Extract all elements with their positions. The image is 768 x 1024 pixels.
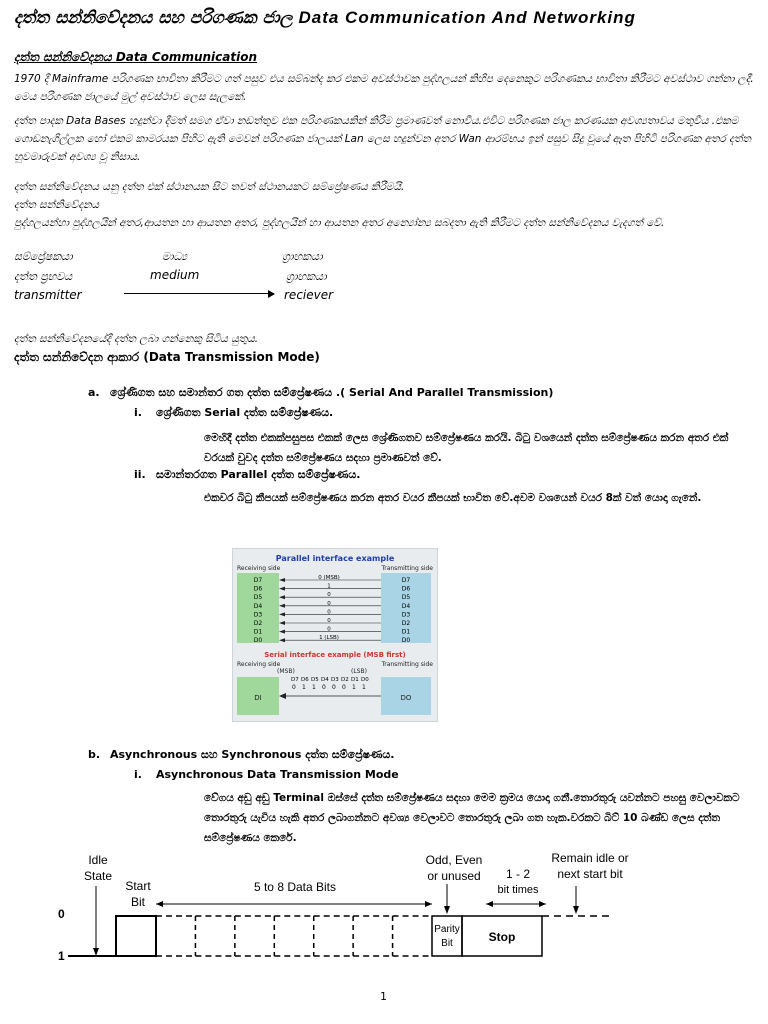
communication-flow-diagram: [14, 250, 374, 310]
parallel-tx-bit: D1: [401, 628, 411, 636]
serial-bit-value: 1: [352, 684, 356, 691]
remain-note-line1: Remain idle or: [551, 851, 629, 865]
serial-bit-name: D5: [311, 677, 319, 683]
data-bit-slots: [156, 916, 432, 956]
flow-receiver-si: ග්‍රාහකයා: [282, 250, 323, 263]
parallel-bit-value: 0: [327, 592, 331, 599]
serial-bit-value: 0: [292, 684, 296, 691]
serial-bit-name: D3: [331, 677, 339, 683]
flow-receiver-en: reciever: [284, 288, 334, 302]
parity-bit-box: [432, 916, 462, 956]
parallel-tx-bit: D2: [401, 620, 411, 627]
serial-receiving-label: Receiving side: [237, 661, 281, 668]
flow-transmitter-en: transmitter: [14, 288, 82, 302]
data-span-left-arrowhead: [156, 901, 163, 907]
flow-medium-en: medium: [150, 268, 200, 282]
serial-bit-name: D0: [361, 677, 369, 683]
data-span-right-arrowhead: [425, 901, 432, 907]
title-english: Data Communication And Networking: [298, 8, 636, 27]
parallel-wire-arrowhead: [279, 604, 285, 608]
serial-bit-name: D2: [341, 677, 349, 683]
parity-note-line1: Odd, Even: [425, 853, 483, 867]
parallel-wire-arrowhead: [279, 638, 285, 642]
transmission-mode-heading: දත්ත සන්නිවේදන ආකාර (Data Transmission Mode): [14, 350, 320, 364]
parallel-receiving-label: Receiving side: [237, 565, 281, 572]
flow-source-si: දත්ත ප්‍රභවය: [14, 270, 73, 283]
parallel-tx-bit: D4: [401, 602, 411, 610]
section-heading-en: Data Communication: [115, 50, 257, 64]
parallel-rx-bit: D6: [253, 585, 263, 593]
parallel-wire-arrowhead: [279, 612, 285, 616]
item-a-heading: ශ්‍රේණිගත සහ සමාන්තර ගත දත්ත සම්ප්‍රේෂණය .( Serial And Parallel Transmission): [110, 386, 554, 399]
stop-label: Stop: [488, 930, 516, 944]
serial-bit-name: D4: [321, 677, 329, 683]
item-a-ii-marker: ii.: [134, 468, 146, 481]
parallel-title: Parallel interface example: [275, 554, 395, 563]
parallel-rx-bit: D1: [253, 628, 263, 636]
parallel-tx-bit: D5: [401, 594, 411, 602]
parallel-bit-value: 0 (MSB): [318, 575, 340, 581]
section-heading: [14, 50, 257, 65]
item-a-marker: a.: [88, 386, 100, 399]
page-number: 1: [380, 990, 387, 1003]
serial-di-label: DI: [254, 694, 262, 702]
serial-msb-label: (MSB): [277, 668, 295, 675]
serial-arrowhead: [279, 693, 286, 699]
title-sinhala: දත්ත සන්නිවේදනය සහ පරිගණක ජාල: [14, 8, 293, 28]
item-a-i-description: මෙහිදී දත්ත එකක්පසුපස එකක් ලෙස ශ්‍රේණිගතව සම්ප්‍රේෂණය කරයි. බිටු වශයෙන් දත්ත සම්ප්‍රේෂණය කරන අතර එක් වරයක් වුවද දත්ත සම්ප්‍රේෂණය සදහා ප්‍රමාණවත් වේ.: [204, 432, 729, 464]
timing-svg: [50, 848, 650, 966]
start-bit-line1: Start: [125, 879, 151, 893]
parallel-bit-value: 1: [327, 583, 331, 590]
serial-bit-value: 0: [342, 684, 346, 691]
parity-bit-line2: Bit: [441, 938, 453, 949]
serial-bit-value: 1: [312, 684, 316, 691]
async-timing-diagram: [50, 848, 650, 966]
parallel-wire-arrowhead: [279, 595, 285, 599]
data-bits-label: 5 to 8 Data Bits: [253, 880, 337, 894]
parallel-wire-arrowhead: [279, 630, 285, 634]
start-bit-pulse: [116, 916, 156, 956]
item-a-i-heading: ශ්‍රේණිගත Serial දත්ත සම්ප්‍රේෂණය.: [156, 406, 334, 419]
parallel-rx-bit: D2: [253, 620, 263, 627]
item-b-i-description: වේගය අඩු අඩු Terminal ඔස්සේ දත්ත සම්ප්‍රේෂණය සදහා මෙම ක්‍රමය යොදා ගනී.තොරතුරු යවන්නට පහසු වෙලාවකට තොරතුරු යැවිය හැකි අතර ලබාගන්නට අවශ්‍ය වෙලාවට තොරතුරු ලබා ගත හැක.වරකට බිට් 10 බණ්ඩ ලෙස දත්ත සම්ප්‍රේෂණය කෙරේ.: [204, 792, 740, 844]
parallel-tx-bit: D0: [401, 637, 411, 645]
parallel-rx-bit: D5: [253, 594, 263, 602]
remain-note-line2: next start bit: [557, 867, 623, 881]
parallel-tx-bit: D3: [401, 611, 411, 619]
parallel-rx-bit: D4: [253, 602, 263, 610]
serial-bit-value: 1: [362, 684, 366, 691]
parallel-bit-value: 1 (LSB): [319, 635, 339, 642]
item-b-i-heading: Asynchronous Data Transmission Mode: [156, 768, 399, 781]
parallel-rx-bit: D0: [253, 637, 263, 645]
paragraph-importance: පුද්ගලයන්හා පුද්ගලයින් අතර,ආයතන හා ආයතන අතර, පුද්ගලයින් හා ආයතන අතර අන්‍යෝන්‍ය සබදතා ඇති කිරීමට දත්ත සන්නිවේදනය වැදගත් වේ.: [14, 217, 665, 229]
stop-note-line1: 1 - 2: [505, 867, 531, 881]
paragraph-databases: දත්ත පාදක Data Bases හදුන්වා දීමත් සමග ඒවා නඩත්තුව එක පරිගණකයකින් කිරීම ප්‍රමාණවත් නොවීය.එවිට පරිගණක ජාල කරණයක අවශ්‍යතාවය මතුවීය .එකම ගොඩනැගිල්ලක හෝ එකම කාමරයක පිහිට ඇති මෙවන් පරිගණක ජාලයක් Lan ලෙස හදුන්වන අතර Wan ආරම්භය ඉන් පසුව සිදු වූයේ ඈත පිහිටි පරිගණක අතර දත්ත හුවමාරුවක් අවශ්‍ය වූ නිසාය.: [14, 115, 751, 163]
serial-bit-value: 1: [302, 684, 306, 691]
stop-note-line2: bit times: [497, 884, 539, 896]
flow-receiver2-si: ග්‍රාහකයා: [286, 270, 327, 283]
parity-arrowhead: [444, 906, 450, 914]
parallel-transmitting-label: Transmitting side: [381, 565, 433, 572]
parallel-bit-value: 0: [327, 609, 331, 616]
flow-medium-si: මාධ්‍ය: [162, 250, 188, 263]
item-a-ii-heading: සමාන්තරගත Parallel දත්ත සම්ප්‍රේෂණය.: [156, 468, 361, 481]
level-zero-label: 0: [58, 907, 65, 921]
serial-do-label: DO: [400, 694, 412, 702]
stop-span-left-arrowhead: [486, 901, 493, 907]
level-one-label: 1: [58, 949, 65, 963]
parallel-bit-value: 0: [327, 618, 331, 624]
parallel-rx-bit: D3: [253, 611, 263, 619]
serial-lsb-label: (LSB): [351, 668, 367, 675]
paragraph-label: දත්ත සන්නිවේදනය: [14, 199, 100, 211]
flow-sender-si: සම්ප්‍රේෂකයා: [14, 250, 73, 263]
item-b-marker: b.: [88, 748, 101, 761]
paragraph-mainframe: 1970 දී Mainframe පරිගණක භාවිතා කිරීමට ගත් පසුව එය සම්බන්ද කර එකම අවස්ථාවක පුද්ගලයන් කිහිප දෙනෙකුට පරිගණකය භාවිතා කිරීමට අවස්ථාව ගන්නා ලදී. මෙය පරිගණක ජාලයේ මුල් අවස්ථාව ලෙස සැලකේ.: [14, 73, 754, 103]
document-title: [14, 8, 636, 28]
parity-bit-line1: Parity: [434, 924, 460, 935]
parallel-bit-value: 0: [327, 626, 331, 633]
paragraph-definition: දත්ත සන්නිවේදනය යනු දත්ත එක් ස්ථානයක සිට තවත් ස්ථානයකට සම්ප්‍රේෂණය කිරීමයි.: [14, 181, 405, 193]
idle-arrowhead: [93, 948, 99, 956]
parallel-tx-bit: D6: [401, 585, 411, 593]
parallel-wire-arrowhead: [279, 578, 285, 582]
start-bit-line2: Bit: [130, 895, 146, 909]
section-heading-si: දත්ත සන්නිවේදනය: [14, 50, 112, 64]
parallel-wire-arrowhead: [279, 587, 285, 591]
parallel-bit-value: 0: [327, 600, 331, 607]
serial-bit-name: D1: [351, 677, 359, 683]
parallel-tx-bit: D7: [401, 577, 411, 584]
paragraph-receiver: දත්ත සන්නිවේදනයේදී දත්ත ලබා ගන්නෙකු සිටිය යුතුය.: [14, 333, 259, 345]
idle-state-line1: Idle: [88, 853, 108, 867]
item-a-i-marker: i.: [134, 406, 142, 419]
serial-bit-name: D6: [301, 677, 309, 683]
serial-bit-value: 0: [332, 684, 336, 691]
parallel-wire-arrowhead: [279, 621, 285, 625]
idle-state-line2: State: [83, 869, 113, 883]
item-b-heading: Asynchronous සහ Synchronous දත්ත සම්ප්‍රේෂණය.: [110, 748, 395, 761]
item-a-ii-description: එකවර බිටු කීපයක් සම්ප්‍රේෂණය කරන අතර වයර කීපයක් භාවිත වේ.අවම වශයෙන් වයර 8ක් වත් යොදා ගැනේ.: [204, 492, 702, 504]
remain-arrowhead: [573, 906, 579, 914]
serial-title: Serial interface example (MSB first): [264, 651, 406, 659]
serial-bit-value: 0: [322, 684, 326, 691]
flow-arrow: [124, 293, 274, 294]
serial-bits: [291, 677, 369, 691]
parallel-rx-bit: D7: [253, 577, 263, 584]
serial-bit-name: D7: [291, 677, 299, 683]
serial-transmitting-label: Transmitting side: [381, 661, 433, 668]
interface-figure-svg: [233, 549, 437, 721]
stop-span-right-arrowhead: [539, 901, 546, 907]
item-b-i-marker: i.: [134, 768, 142, 781]
parity-note-line2: or unused: [427, 869, 481, 883]
interface-figure: [232, 548, 438, 722]
